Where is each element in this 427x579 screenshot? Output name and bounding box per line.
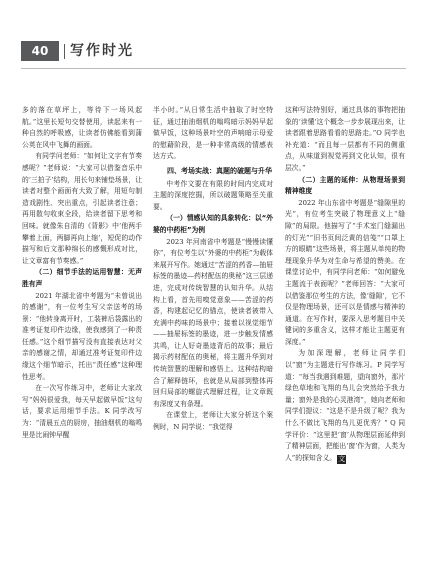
paragraph: 2023 年河南省中考题是“慢慢读懂你”，有位考生以“外婆的中药柜”为载体来展开写作。她通过“苦涩的药香—抽屉标签的墨迹—药材配伍的奥秘”这三层递进，完成对传统智慧的认知升华。从结构上看，首先用嗅觉意象——苦涩的药香，构建起记忆的锚点，使读者被带入充满中药味的场景中；接着以视觉细节——抽屉标签的墨迹，进一步触发情感共鸣，让人好奇墨迹背后的故事；最后揭示药材配伍的奥秘，将主题升华到对传统智慧的理解和感悟上。这种结构暗合了解释链环，也就是从局部到整体再回归局部的螺旋式理解过程，让文章既有深度又有条理。 xyxy=(153,237,273,408)
paragraph: 中考作文要在有限的时间内完成对主题的深度挖掘，所以破题策略至关重要。 xyxy=(153,179,273,211)
paragraph: 2021 年湖北省中考题为“未曾说出的感谢”，有一位考生写父亲送考的场景：“他转身离开时，工装裤后袋露出的准考证复印件边缘，使我感到了一种责任感。”这个细节描写没有直接表达对父亲的感谢之情，却通过准考证复印件边缘这个细节暗示，托出“责任感”这种理性思考。 xyxy=(22,291,142,381)
sub-heading: （二）细节手法的运用智慧：无声胜有声 xyxy=(22,268,142,288)
text-column-1 xyxy=(22,105,142,441)
page-header xyxy=(0,0,427,70)
paragraph: 多的落在草坪上，等待下一场风起航。”这里长短句交替使用，读起来有一种自然的呼吸感，让读者仿佛能看到蒲公英在风中飞舞的画面。 xyxy=(22,106,142,149)
section-heading: 四、考场实战：真题的破题与升华 xyxy=(167,166,272,175)
header-rule xyxy=(21,68,406,69)
paragraph-text: 为加深理解，老师让同学们以“窗”为主题进行写作练习。P 同学写道：“每当我遇到难题，望向窗外，那片绿色草地和飞翔的鸟儿会突然给予我力量；窗外是我的心灵港湾”，她向老师和同学们提议：“这是不是升级了呢？我为什么不做比飞翔的鸟儿更优秀？” Q 同学评价：“这里把‘窗’从物理层面延伸到了精神层面，把能出‘窗’作为窗，人类为人”的探知含义。 xyxy=(285,349,405,462)
text-column-2 xyxy=(153,105,273,434)
text-column-3 xyxy=(285,105,405,464)
paragraph: 在一次写作练习中，老师让大家改写“妈妈很爱我，每天早起做早饭”这句话，要求运用细节手法。K 同学改写为：“清晨五点的厨房，抽油烟机的嗡鸣里是比闹钟早醒 xyxy=(22,384,142,439)
paragraph: 半小时。”从日常生活中抽取了时空特征，通过抽油烟机的嗡鸣暗示妈妈早起做早饭，这种场景叶空的声响暗示母爱的慰藉阶段，是一种非常高级的情感表达方式。 xyxy=(153,106,273,161)
sub-heading: （一）情感认知的具象转化：以“外婆的中药柜”为例 xyxy=(153,214,273,234)
article-end-mark: 文 xyxy=(338,454,346,463)
page-number-badge: 40 xyxy=(21,41,59,61)
paragraph: 这种写法特别好，通过具体的事物把抽象的‘读懂’这个概念一步步展现出来，让读者跟着思路看看的思路走。”O 同学也补充道：“而且每一层都有不同的侧重点，从味道到视觉再到文化认知，很有层次。” xyxy=(285,106,405,172)
paragraph xyxy=(285,348,405,464)
paragraph: 有同学问老师：“如何让文字有节奏感呢？”老师说：“大家可以借鉴音乐中的‘三拍子’结构，用长句来铺垫场景，让读者对整个画面有大致了解，用短句制造戏剧性、突出重点，引起读者注意；再用散句收束全段，给读者留下思考和回味。就像朱自清的《背影》中‘他两手攀着上面，两脚再向上缩’，短促的动作描写和后文那种绵长的感慨形成对比，让文章富有节奏感。” xyxy=(22,152,142,265)
sub-heading: （二）主题的延伸：从物理场景到精神维度 xyxy=(285,175,405,196)
paragraph: 在课堂上，老师让大家分析这个案例时，N 同学说：“我觉得 xyxy=(153,411,273,432)
header-divider xyxy=(64,44,65,59)
section-title: 写作时光 xyxy=(70,43,134,59)
paragraph: 2022 年山东省中考题是“缝隙里的光”，有位考生突破了物理意义上“缝隙”的局限。他描写了“手术室门缝漏出的灯光”“旧书页间泛黄的信笺”“口罩上方的眼睛”这些场景，将主题从单纯的物理现象升华为对生命与希望的赞美。在课堂讨论中，有同学问老师：“如何避免主题流于表面呢？”老师回答：“大家可以借鉴那位考生的方法，像‘缝隙’，它不仅是物理场景，还可以是情感与精神的通道。在写作时，要深入思考题目中关键词的多重含义，这样才能让主题更有深度。” xyxy=(285,198,405,346)
